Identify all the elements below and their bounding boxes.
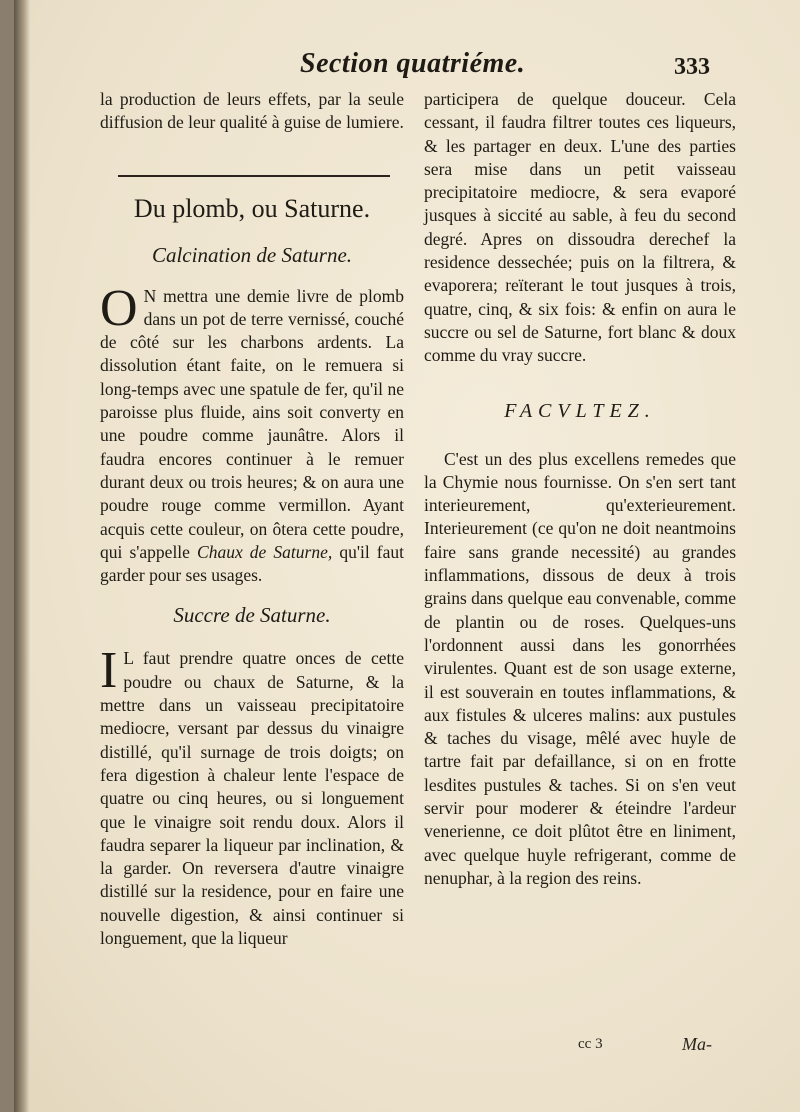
facultez-heading: FACVLTEZ. bbox=[504, 399, 656, 422]
page-number: 333 bbox=[674, 54, 710, 80]
calcination-italic-term: Chaux de Saturne, bbox=[197, 541, 333, 562]
page-header bbox=[14, 48, 800, 88]
succre-paragraph bbox=[100, 642, 404, 950]
page-gutter-shadow bbox=[14, 0, 30, 1112]
calcination-text-after: qu'il faut garder pour ses usages. bbox=[100, 541, 404, 586]
section-title: Du plomb, ou Saturne. bbox=[133, 193, 371, 223]
succre-text: L faut prendre quatre onces de cette poudre ou chaux de Saturne, & la mettre dans un vaisseau precipitatoire mediocre, versant par dessus du vinaigre distillé, qu'il surnage de trois doigts; on fera digestion à chaleur lente l'espace de quatre ou cinq heures, ou si longuement que le vinaigre soit rendu doux. Alors il faudra separer la liqueur par inclination, & la garder. On reversera d'autre vinaigre distillé sur la residence, pour en faire une nouvelle digestion, & ainsi continuer si longuement, que la liqueur bbox=[100, 648, 404, 949]
book-page bbox=[14, 0, 800, 1112]
succre-heading: Succre de Saturne. bbox=[173, 603, 331, 628]
calcination-text-before: N mettra une demie livre de plomb dans un pot de terre vernissé, couché de côté sur les charbons ardents. La dissolution étant faite, on le remuera si long-temps avec une spatule de fer, qu'il ne paroisse plus fluide, ains soit converty en une poudre comme jaunâtre. Alors il faudra encores continuer à le remuer durant deux ou trois heures; & on aura une poudre rouge comme vermillon. Ayant acquis cette couleur, on ôtera cette poudre, qui s'appelle bbox=[100, 285, 404, 562]
intro-paragraph: la production de leurs effets, par la seule diffusion de leur qualité à guise de lumiere. bbox=[100, 89, 404, 133]
calcination-heading: Calcination de Saturne. bbox=[151, 242, 353, 267]
left-column bbox=[100, 88, 404, 950]
section-divider-rule bbox=[118, 175, 390, 177]
calcination-paragraph bbox=[100, 279, 404, 588]
page-footer bbox=[574, 1036, 734, 1060]
calcination-dropcap: O bbox=[100, 279, 138, 337]
signature-mark: cc 3 bbox=[578, 1036, 603, 1052]
facultez-paragraph: C'est un des plus excellens remedes que la Chymie nous fournisse. On s'en sert tant interieurement, qu'exterieurement. Interieurement (ce qu'on ne doit neantmoins faire sans grande necessité) au grandes inflammations, dissous de deux à trois grains dans quelque eau convenable, comme de plantin ou de roses. Quelques-uns l'ordonnent aussi dans les gonorrhées virulentes. Quant est de son usage externe, il est souverain en toutes inflammations, & aux fistules & ulceres malins: aux pustules & taches du visage, mêlé avec huyle de tartre fait par defaillance, si on en frotte lesdites pustules & taches. Si on s'en veut servir pour moderer & éteindre l'ardeur venerienne, ce doit plûtot être en liniment, avec quelque huyle refrigerant, comme de nenuphar, à la region des reins. bbox=[424, 448, 736, 888]
running-title: Section quatriéme. bbox=[300, 48, 526, 79]
right-column bbox=[424, 88, 736, 890]
succre-dropcap: I bbox=[100, 642, 118, 700]
continuation-paragraph: participera de quelque douceur. Cela cessant, il faudra filtrer toutes ces liqueurs, & les partager en deux. L'une des parties sera mise dans un petit vaisseau precipitatoire mediocre, & sera evaporé jusques à siccité au sable, à feu du second degré. Apres on dissoudra derechef la residence dessechée; puis on la filtrera, & evaporera; reïterant le tout jusques à trois, quatre, cinq, & six fois: & enfin on aura le succre ou sel de Saturne, fort blanc & doux comme du vray succre. bbox=[424, 89, 736, 366]
catchword: Ma- bbox=[682, 1034, 712, 1054]
